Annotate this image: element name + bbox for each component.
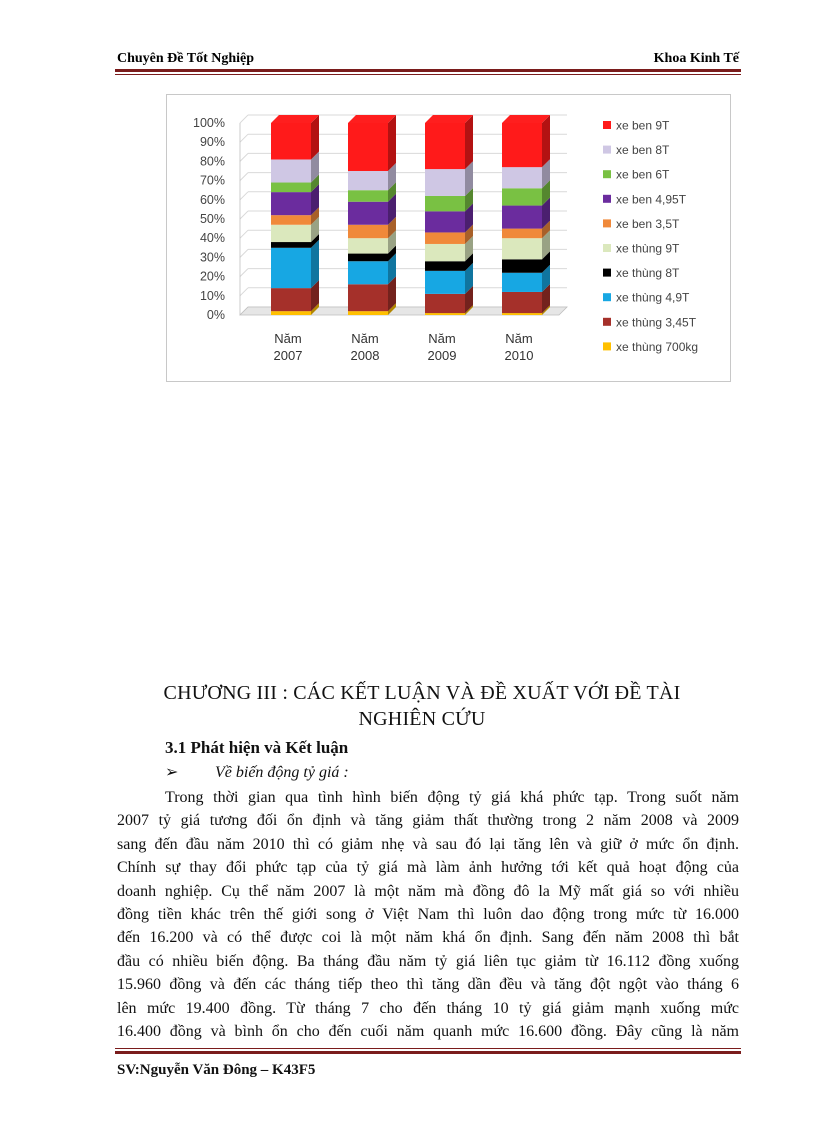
legend-label: xe ben 9T	[616, 118, 670, 133]
legend-label: xe thùng 700kg	[616, 339, 699, 354]
legend-label: xe ben 4,95T	[616, 192, 687, 207]
legend-label: xe ben 6T	[616, 167, 670, 182]
bar-segment	[271, 242, 311, 248]
y-tick-label: 60%	[199, 192, 225, 207]
y-tick-label: 100%	[193, 116, 225, 130]
bar-segment	[271, 183, 311, 193]
bar-segment	[502, 188, 542, 205]
y-tick-label: 90%	[199, 135, 225, 150]
gridline-side	[240, 230, 248, 238]
bar-segment	[348, 123, 388, 171]
bar-segment	[502, 273, 542, 292]
bar-segment	[425, 261, 465, 271]
x-category-label: Năm	[428, 331, 456, 346]
y-tick-label: 20%	[199, 269, 225, 284]
paragraph-line: Chính sự thay đổi phức tạp của tỷ giá mà làm ảnh hưởng tới kết quả hoạt động của	[117, 859, 739, 877]
bar-segment	[271, 215, 311, 225]
bar-segment	[348, 238, 388, 253]
y-tick-label: 50%	[199, 212, 225, 226]
bar-segment	[271, 311, 311, 315]
footer-student: SV:Nguyễn Văn Đông – K43F5	[117, 1062, 316, 1078]
bar-segment	[425, 244, 465, 261]
bar-segment	[271, 288, 311, 311]
legend-swatch	[603, 244, 611, 252]
y-tick-label: 10%	[199, 288, 225, 303]
legend-swatch	[603, 219, 611, 227]
gridline-side	[240, 288, 248, 296]
section-title: 3.1 Phát hiện và Kết luận	[165, 738, 349, 757]
y-tick-label: 0%	[206, 308, 225, 322]
legend-label: xe thùng 4,9T	[616, 290, 690, 305]
chapter-heading-line1: CHƯƠNG III : CÁC KẾT LUẬN VÀ ĐỀ XUẤT VỚI ĐỀ TÀI	[163, 682, 681, 704]
gridline-side	[240, 115, 248, 123]
chapter-heading-line2: NGHIÊN CỨU	[358, 708, 486, 730]
bar-segment	[502, 206, 542, 229]
bar-top	[425, 115, 473, 123]
header-rule-thin	[115, 74, 741, 75]
legend-label: xe ben 3,5T	[616, 216, 680, 231]
legend-label: xe thùng 3,45T	[616, 315, 697, 330]
paragraph-line: 16.400 đồng và bình ổn cho đến cuối năm quanh mức 16.600 đồng. Đây cũng là năm	[117, 1023, 739, 1041]
paragraph-line: đến 16.200 và có thể được coi là một năm khá ổn định. Sang đến năm 2008 thì bắt	[117, 929, 739, 947]
paragraph-line: sang đến đầu năm 2010 thì có giảm nhẹ và sau đó lại tăng lên và giữ ở mức ổn định.	[117, 835, 739, 853]
legend-label: xe ben 8T	[616, 143, 670, 158]
legend-swatch	[603, 121, 611, 129]
bar-segment	[348, 225, 388, 238]
y-tick-label: 80%	[199, 154, 225, 169]
bar-segment	[425, 232, 465, 244]
arrow-bullet-icon: ➢	[165, 764, 179, 781]
bar-segment-side	[311, 240, 319, 288]
bar-top	[348, 115, 396, 123]
paragraph-line: Trong thời gian qua tình hình biến động tỷ giá khá phức tạp. Trong suốt năm	[165, 789, 739, 806]
x-category-label: 2009	[427, 348, 457, 363]
body-paragraph	[117, 786, 739, 1043]
bar-segment-side	[388, 115, 396, 171]
legend-swatch	[603, 342, 611, 350]
legend-label: xe thùng 8T	[616, 266, 680, 281]
paragraph-line: 15.960 đồng và đến các tháng tiếp theo thì tăng dần đều và tăng đột ngột vào tháng 6	[117, 976, 739, 994]
gridline-side	[240, 269, 248, 277]
bar-segment	[348, 284, 388, 311]
bar-segment	[425, 294, 465, 313]
header-course-title: Chuyên Đề Tốt Nghiệp	[117, 51, 255, 66]
legend-swatch	[603, 146, 611, 154]
legend-swatch	[603, 170, 611, 178]
bullet-text: Về biến động tỷ giá :	[215, 764, 349, 781]
bar-segment	[271, 225, 311, 242]
y-tick-label: 30%	[199, 250, 225, 265]
bar-segment	[425, 211, 465, 232]
stacked-bar-chart	[166, 94, 731, 382]
legend-label: xe thùng 9T	[616, 241, 680, 256]
x-category-label: 2007	[273, 348, 303, 363]
bar-segment	[271, 192, 311, 215]
footer-rule-thin	[115, 1048, 741, 1049]
x-category-label: 2008	[350, 348, 380, 363]
header-faculty: Khoa Kinh Tế	[653, 51, 739, 66]
x-category-label: Năm	[505, 331, 533, 346]
bar-top	[502, 115, 550, 123]
bar-segment	[502, 123, 542, 167]
bar-segment	[502, 229, 542, 239]
legend-swatch	[603, 269, 611, 277]
x-category-label: Năm	[351, 331, 379, 346]
gridline-side	[240, 192, 248, 200]
paragraph-line: đầu có nhiều biến động. Ba tháng đầu năm tỷ giá liên tục giảm từ 16.112 đồng xuống	[117, 952, 739, 970]
bar-segment	[271, 248, 311, 288]
bar-segment-side	[465, 115, 473, 169]
legend-swatch	[603, 293, 611, 301]
chart-canvas	[167, 95, 730, 381]
bar-segment	[271, 159, 311, 182]
x-category-label: Năm	[274, 331, 302, 346]
bar-segment	[271, 123, 311, 159]
bar-segment	[348, 261, 388, 284]
bar-segment	[502, 238, 542, 259]
footer-rule-thick	[115, 1051, 741, 1054]
bar-segment	[425, 196, 465, 211]
bullet-item	[165, 762, 349, 782]
bar-segment	[425, 123, 465, 169]
chapter-heading	[117, 680, 727, 732]
gridline-side	[240, 211, 248, 219]
bar-segment	[348, 202, 388, 225]
bar-segment	[348, 171, 388, 190]
page-header	[117, 47, 739, 67]
legend-swatch	[603, 318, 611, 326]
bar-segment	[425, 169, 465, 196]
legend-swatch	[603, 195, 611, 203]
bar-segment	[425, 271, 465, 294]
bar-segment	[502, 292, 542, 313]
bar-segment	[348, 254, 388, 262]
bar-segment	[425, 313, 465, 315]
paragraph-line: đồng tiền khác trên thế giới song ở Việt Nam thì luôn dao động trong mức từ 16.000	[117, 906, 739, 924]
y-tick-label: 40%	[199, 231, 225, 246]
paragraph-line: 2007 tỷ giá tương đối ổn định và tăng giảm thất thường trong 2 năm 2008 và 2009	[117, 812, 739, 830]
gridline-side	[240, 173, 248, 181]
paragraph-line: doanh nghiệp. Cụ thể năm 2007 là một năm mà đồng đô la Mỹ mất giá so với nhiều	[117, 882, 739, 900]
bar-segment	[502, 167, 542, 188]
bar-segment	[348, 190, 388, 202]
gridline-side	[240, 134, 248, 142]
x-category-label: 2010	[504, 348, 534, 363]
header-rule-thick	[115, 69, 741, 72]
gridline-side	[240, 153, 248, 161]
paragraph-line: lên mức 19.400 đồng. Từ tháng 7 cho đến tháng 10 tỷ giá giảm mạnh xuống mức	[117, 999, 739, 1017]
bar-top	[271, 115, 319, 123]
y-tick-label: 70%	[199, 173, 225, 188]
bar-segment	[502, 259, 542, 272]
bar-segment	[348, 311, 388, 315]
bar-segment-side	[542, 115, 550, 167]
bar-segment	[502, 313, 542, 315]
gridline-side	[240, 249, 248, 257]
